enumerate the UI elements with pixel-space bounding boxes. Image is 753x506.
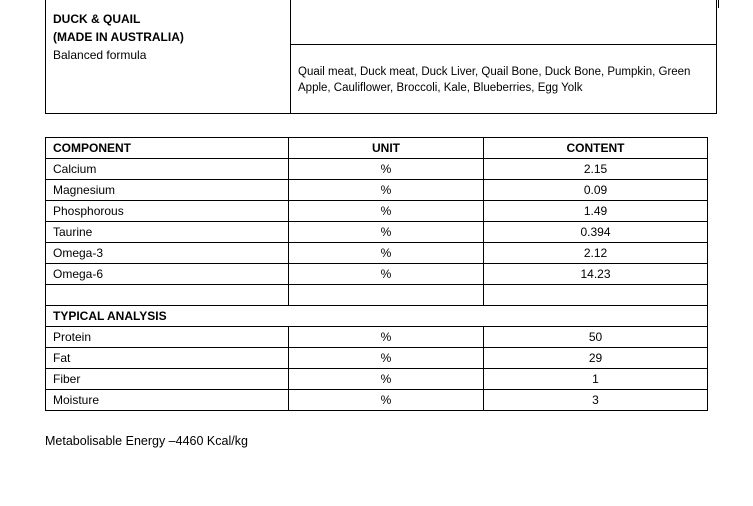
cell-unit: % (289, 222, 484, 243)
composition-table (45, 137, 708, 411)
cell-empty (46, 285, 289, 306)
table-header-row (46, 138, 708, 159)
table-row (46, 201, 708, 222)
cell-content: 2.12 (484, 243, 708, 264)
cell-empty (289, 285, 484, 306)
cell-content: 1 (484, 369, 708, 390)
header-component: COMPONENT (46, 138, 289, 159)
header-content: CONTENT (484, 138, 708, 159)
cell-unit: % (289, 201, 484, 222)
cell-content: 1.49 (484, 201, 708, 222)
cell-empty (484, 285, 708, 306)
cell-component: Omega-6 (46, 264, 289, 285)
table-row (46, 390, 708, 411)
cell-content: 14.23 (484, 264, 708, 285)
analysis-header: TYPICAL ANALYSIS (46, 306, 708, 327)
table-row (46, 348, 708, 369)
product-name-line2: (MADE IN AUSTRALIA) (53, 30, 184, 44)
cell-component: Omega-3 (46, 243, 289, 264)
cell-unit: % (289, 159, 484, 180)
energy-note: Metabolisable Energy –4460 Kcal/kg (45, 434, 248, 448)
table-row (46, 222, 708, 243)
cell-unit: % (289, 327, 484, 348)
cell-component: Calcium (46, 159, 289, 180)
table-row (46, 243, 708, 264)
ingredients-text (298, 64, 713, 96)
cell-component: Protein (46, 327, 289, 348)
table-row (46, 180, 708, 201)
cell-component: Phosphorous (46, 201, 289, 222)
table-row (46, 264, 708, 285)
cell-content: 0.09 (484, 180, 708, 201)
product-table (45, 0, 717, 114)
ingredients-line1: Quail meat, Duck meat, Duck Liver, Quail Bone, Duck Bone, Pumpkin, Green (298, 66, 691, 78)
cell-unit: % (289, 264, 484, 285)
cell-content: 3 (484, 390, 708, 411)
cell-unit: % (289, 348, 484, 369)
table-row-empty (46, 285, 708, 306)
cell-component: Magnesium (46, 180, 289, 201)
cell-unit: % (289, 243, 484, 264)
product-name-line1: DUCK & QUAIL (53, 12, 141, 26)
cell-content: 50 (484, 327, 708, 348)
cell-component: Taurine (46, 222, 289, 243)
cell-content: 29 (484, 348, 708, 369)
edge-line (718, 0, 719, 8)
cell-content: 2.15 (484, 159, 708, 180)
cell-component: Moisture (46, 390, 289, 411)
table-row (46, 159, 708, 180)
cell-unit: % (289, 180, 484, 201)
column-divider (290, 0, 291, 113)
table-row (46, 369, 708, 390)
cell-content: 0.394 (484, 222, 708, 243)
cell-unit: % (289, 390, 484, 411)
cell-component: Fiber (46, 369, 289, 390)
header-unit: UNIT (289, 138, 484, 159)
ingredients-line2: Apple, Cauliflower, Broccoli, Kale, Blueberries, Egg Yolk (298, 82, 583, 94)
cell-unit: % (289, 369, 484, 390)
product-name (53, 10, 184, 46)
analysis-header-row (46, 306, 708, 327)
table-row (46, 327, 708, 348)
formula-label: Balanced formula (53, 48, 147, 62)
row-divider (290, 44, 716, 45)
cell-component: Fat (46, 348, 289, 369)
